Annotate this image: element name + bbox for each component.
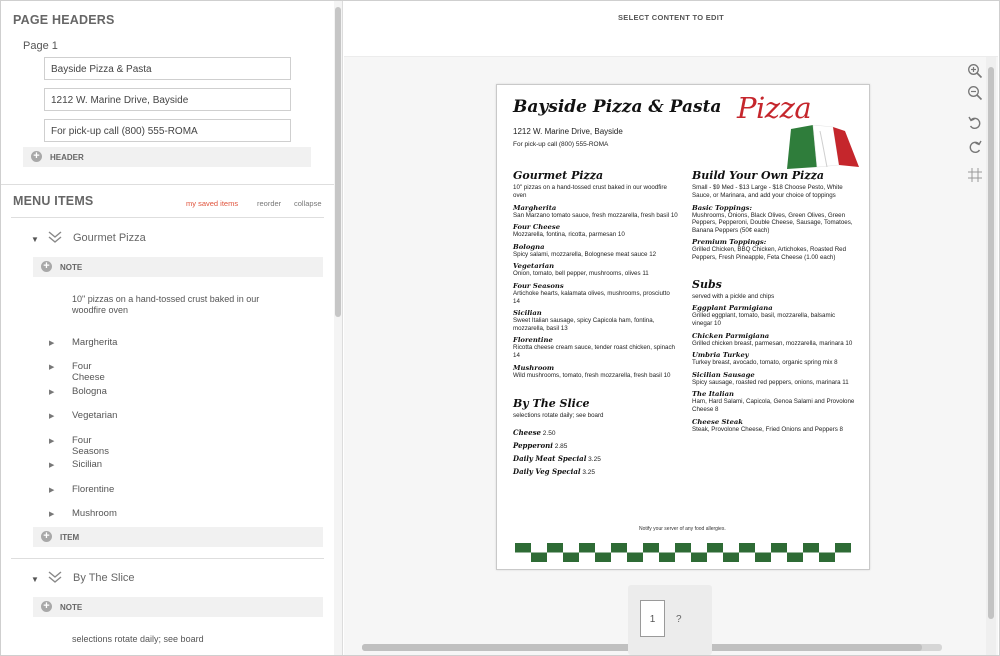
plus-icon: + [41, 531, 52, 542]
menu-entry[interactable] [692, 371, 857, 387]
menu-entry-desc: Grilled chicken breast, parmesan, mozzarella, marinara 10 [692, 339, 853, 347]
menu-entry[interactable] [513, 336, 678, 359]
menu-entry-desc: Mozzarella, fontina, ricotta, parmesan 10 [513, 231, 625, 239]
menu-entry-desc: Sweet Italian sausage, spicy Capicola ham, fontina, mozzarella, basil 13 [513, 317, 655, 332]
menu-entry[interactable] [513, 262, 678, 278]
slice-entry-price: 3.25 [582, 468, 595, 476]
expand-triangle-icon[interactable]: ▶ [49, 511, 55, 518]
checkered-border [515, 543, 851, 562]
add-item-label: ITEM [60, 533, 80, 542]
category-label: Gourmet Pizza [73, 232, 146, 244]
menu-entry-desc: San Marzano tomato sauce, fresh mozzarella, fresh basil 10 [513, 211, 678, 219]
slice-entry-price: 2.50 [542, 429, 556, 437]
my-saved-items-link[interactable]: my saved items [186, 199, 239, 208]
zoom-out-icon[interactable] [967, 85, 983, 101]
header-field-1[interactable]: Bayside Pizza & Pasta [44, 57, 291, 80]
preview-toolbar [961, 57, 989, 187]
menu-entry[interactable] [692, 351, 857, 367]
left-scrollbar[interactable] [334, 1, 343, 655]
menu-entry-name: Eggplant Parmigiana [692, 304, 773, 313]
expand-triangle-icon[interactable]: ▶ [49, 413, 55, 420]
preview-panel [344, 1, 998, 655]
menu-items-divider [11, 217, 324, 218]
slice-entry-price: 3.25 [588, 455, 601, 463]
left-scrollbar-thumb[interactable] [335, 7, 341, 317]
menu-entry-name: Sicilian Sausage [692, 370, 755, 379]
add-note-label: NOTE [60, 263, 83, 272]
menu-section-heading[interactable]: By The Slice [513, 397, 590, 411]
menu-items-title: MENU ITEMS [13, 194, 94, 208]
grid-icon[interactable] [967, 167, 983, 183]
menu-phone[interactable]: For pick-up call (800) 555-ROMA [513, 141, 609, 148]
menu-entry-name: Florentine [513, 336, 553, 345]
select-content-label: SELECT CONTENT TO EDIT [617, 13, 725, 22]
menu-entry-name: Cheese Steak [692, 417, 744, 426]
menu-section-heading[interactable]: Subs [692, 277, 722, 291]
menu-entry[interactable] [513, 364, 678, 380]
slice-entry-name: Pepperoni [513, 440, 553, 450]
menu-entry-desc: Onion, tomato, bell pepper, mushrooms, olives 11 [513, 270, 649, 278]
menu-entry-name: Umbria Turkey [692, 351, 749, 360]
menu-entry[interactable] [692, 204, 857, 235]
menu-entry-desc: Mushrooms, Onions, Black Olives, Green Olives, Green Peppers, Pepperoni, Double Cheese, Sausage, Tomatoes, Banana Peppers (50¢ each) [692, 211, 853, 234]
plus-icon: + [41, 601, 52, 612]
add-note-button[interactable] [33, 257, 323, 277]
menu-entry[interactable] [692, 332, 857, 348]
menu-entry-name: Mushroom [513, 363, 555, 372]
italian-flag-logo [787, 125, 859, 170]
menu-entry-name: The Italian [692, 390, 734, 399]
menu-entry-name: Basic Toppings: [692, 203, 752, 212]
zoom-in-icon[interactable] [967, 63, 983, 79]
redo-icon[interactable] [967, 139, 983, 155]
slice-entry-name: Daily Veg Special [513, 466, 581, 476]
collapse-link[interactable]: collapse [294, 199, 322, 208]
menu-section-note[interactable]: Small - $9 Med - $13 Large - $18 Choose Pesto, White Sauce, or Marinara, and add your choice of toppings [692, 184, 843, 199]
menu-entry-desc: Grilled eggplant, tomato, basil, mozzarella, balsamic vinegar 10 [692, 312, 836, 327]
undo-icon[interactable] [967, 115, 983, 131]
menu-page-preview[interactable] [496, 84, 870, 570]
preview-vertical-scrollbar-thumb[interactable] [988, 67, 994, 619]
menu-section-note[interactable]: 10" pizzas on a hand-tossed crust baked in our woodfire oven [513, 184, 667, 199]
menu-entry-name: Sicilian [513, 309, 542, 318]
menu-entry[interactable] [692, 238, 857, 261]
add-note-label: NOTE [60, 603, 83, 612]
menu-section-note[interactable]: selections rotate daily; see board [513, 412, 604, 420]
menu-entry-name: Vegetarian [513, 262, 555, 271]
menu-entry-name: Four Cheese [513, 223, 561, 232]
page-thumbnails [628, 585, 712, 655]
add-note-button[interactable] [33, 597, 323, 617]
header-field-3[interactable]: For pick-up call (800) 555-ROMA [44, 119, 291, 142]
menu-entry-desc: Turkey breast, avocado, tomato, organic spring mix 8 [692, 359, 838, 367]
page-label: Page 1 [23, 40, 58, 52]
allergy-note[interactable]: Notify your server of any food allergies. [639, 526, 726, 532]
category-by-the-slice[interactable] [23, 571, 313, 589]
pizza-logo-text: Pizza [737, 91, 812, 125]
menu-left-column [513, 165, 678, 476]
menu-entry[interactable] [692, 304, 857, 327]
add-item-button[interactable] [33, 527, 323, 547]
slice-entry-name: Daily Meat Special [513, 453, 587, 463]
menu-entry-desc: Spicy salami, mozzarella, Bolognese meat sauce 12 [513, 250, 657, 258]
page-thumbnail-help[interactable]: ? [676, 614, 682, 625]
add-header-label: HEADER [50, 153, 84, 162]
menu-entry[interactable] [513, 223, 678, 239]
menu-section-note[interactable]: served with a pickle and chips [692, 292, 775, 300]
menu-entry-desc: Wild mushrooms, tomato, fresh mozzarella, fresh basil 10 [513, 371, 671, 379]
menu-entry-desc: Steak, Provolone Cheese, Fried Onions and Peppers 8 [692, 425, 843, 433]
slice-entry[interactable] [513, 467, 678, 476]
double-chevron-down-icon[interactable] [47, 230, 63, 244]
menu-entry-desc: Ham, Hard Salami, Capicola, Genoa Salami and Provolone Cheese 8 [692, 398, 855, 413]
reorder-link[interactable]: reorder [257, 199, 282, 208]
section-divider [1, 184, 334, 185]
menu-section-heading[interactable]: Gourmet Pizza [513, 169, 604, 182]
slice-entry-name: Cheese [513, 427, 541, 437]
menu-entry-desc: Ricotta cheese cream sauce, tender roast chicken, spinach 14 [513, 344, 675, 359]
header-field-2[interactable]: 1212 W. Marine Drive, Bayside [44, 88, 291, 111]
menu-entry[interactable] [692, 418, 857, 434]
menu-entry[interactable] [513, 282, 678, 305]
menu-entry-name: Chicken Parmigiana [692, 331, 770, 340]
menu-entry-name: Margherita [513, 203, 557, 212]
menu-title[interactable]: Bayside Pizza & Pasta [513, 97, 722, 117]
left-panel: PAGE HEADERS Page 1 Bayside Pizza & Pasta 1212 W. Marine Drive, Bayside For pick-up call (800) 555-ROMA + HEADER MENU ITEMS my saved items reorder collapse ▼ Gourmet Pizza + NOTE 10" pizzas on a hand-tossed crust baked in our woodfire oven ▶ Margherita ▶ Four Cheese ▶ Bologna ▶ Vegetarian ▶ Four Seasons ▶ Sicilian ▶ Florentine ▶ Mushroom + ITEM ▼ By The Slice + NOTE selections rotate daily; see board [1, 1, 334, 655]
page-thumbnail-1[interactable]: 1 [640, 600, 665, 637]
menu-entry-desc: Spicy sausage, roasted red peppers, onions, marinara 11 [692, 378, 849, 386]
category-label: By The Slice [73, 572, 135, 584]
expand-triangle-icon[interactable]: ▼ [31, 235, 39, 244]
menu-entry-desc: Grilled Chicken, BBQ Chicken, Artichokes, Roasted Red Peppers, Fresh Pineapple, Feta Cheese (1.00 each) [692, 246, 847, 261]
slice-entry-price: 2.85 [554, 442, 568, 450]
menu-entry-name: Four Seasons [513, 281, 564, 290]
slice-entry[interactable] [513, 428, 678, 437]
menu-entry-name: Bologna [513, 242, 545, 251]
expand-triangle-icon[interactable]: ▶ [49, 487, 55, 494]
plus-icon: + [31, 151, 42, 162]
menu-entry[interactable] [513, 204, 678, 220]
preview-vertical-scrollbar[interactable] [986, 57, 996, 655]
menu-entry[interactable] [692, 390, 857, 413]
menu-entry-name: Premium Toppings: [692, 238, 767, 247]
category-note-text[interactable]: 10" pizzas on a hand-tossed crust baked in our woodfire oven [72, 294, 260, 315]
menu-section-heading[interactable]: Build Your Own Pizza [692, 169, 824, 182]
menu-entry[interactable] [513, 243, 678, 259]
expand-triangle-icon[interactable]: ▶ [49, 438, 55, 445]
category-note-text[interactable]: selections rotate daily; see board [72, 634, 204, 644]
page-headers-title: PAGE HEADERS [13, 13, 115, 27]
expand-triangle-icon[interactable]: ▶ [49, 364, 55, 371]
slice-entry[interactable] [513, 454, 678, 463]
slice-entry[interactable] [513, 441, 678, 450]
double-chevron-down-icon[interactable] [47, 570, 63, 584]
add-header-button[interactable] [23, 147, 311, 167]
menu-right-column [692, 165, 857, 433]
plus-icon: + [41, 261, 52, 272]
menu-entry[interactable] [513, 309, 678, 332]
category-gourmet-pizza[interactable] [23, 231, 313, 249]
preview-header [344, 1, 998, 57]
menu-entry-desc: Artichoke hearts, kalamata olives, mushrooms, prosciutto 14 [513, 289, 670, 305]
expand-triangle-icon[interactable]: ▼ [31, 575, 39, 584]
category-divider [11, 558, 324, 559]
expand-triangle-icon[interactable]: ▶ [49, 389, 55, 396]
expand-triangle-icon[interactable]: ▶ [49, 340, 55, 347]
menu-address[interactable]: 1212 W. Marine Drive, Bayside [513, 127, 623, 136]
expand-triangle-icon[interactable]: ▶ [49, 462, 55, 469]
